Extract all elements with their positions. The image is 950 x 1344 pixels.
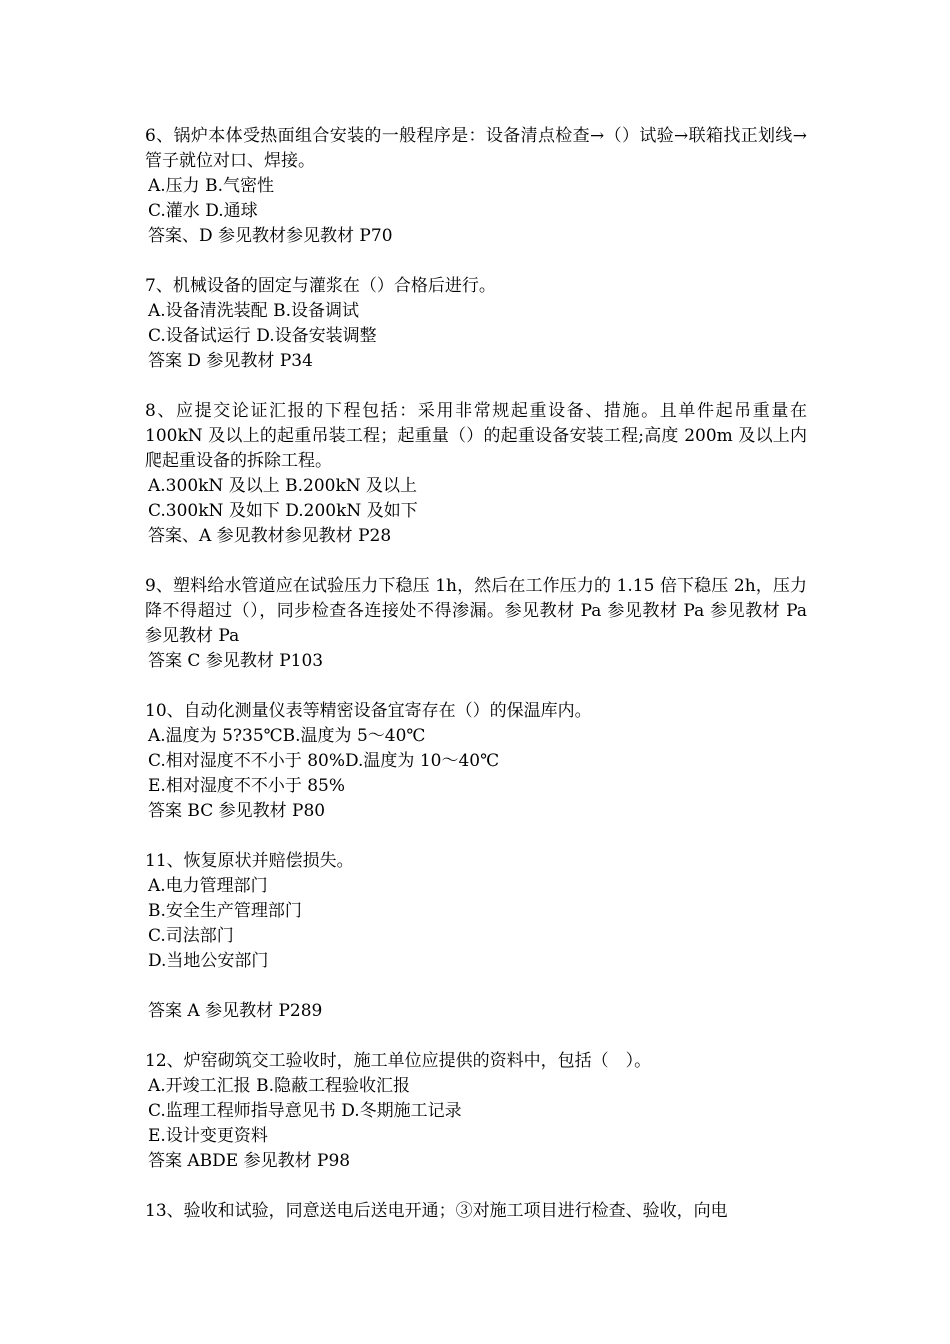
question-stem: 10、自动化测量仪表等精密设备宜寄存在（）的保温库内。 bbox=[145, 701, 592, 721]
answer-line: 答案 ABDE 参见教材 P98 bbox=[148, 1151, 351, 1171]
question-7 bbox=[145, 274, 807, 374]
option-line: D.当地公安部门 bbox=[148, 951, 269, 971]
question-13 bbox=[145, 1199, 807, 1224]
answer-line: 答案、D 参见教材参见教材 P70 bbox=[148, 226, 393, 246]
question-stem: 8、应提交论证汇报的下程包括：采用非常规起重设备、措施。且单件起吊重量在 100kN 及以上的起重吊装工程；起重量（）的起重设备安装工程;高度 200m 及以上内爬起重设备的拆除工程。 bbox=[145, 401, 807, 471]
question-stem: 11、恢复原状并赔偿损失。 bbox=[145, 851, 354, 871]
answer-line: 答案 C 参见教材 P103 bbox=[148, 651, 324, 671]
answer-line: 答案 A 参见教材 P289 bbox=[148, 1001, 323, 1021]
answer-line: 答案、A 参见教材参见教材 P28 bbox=[148, 526, 392, 546]
option-line: A.开竣工汇报 B.隐蔽工程验收汇报 bbox=[148, 1076, 410, 1096]
question-stem: 13、验收和试验，同意送电后送电开通；③对施工项目进行检查、验收，向电 bbox=[145, 1201, 728, 1221]
question-stem: 12、炉窑砌筑交工验收时，施工单位应提供的资料中，包括（ ）。 bbox=[145, 1051, 652, 1071]
question-stem: 9、塑料给水管道应在试验压力下稳压 1h，然后在工作压力的 1.15 倍下稳压 2h，压力降不得超过（），同步检查各连接处不得渗漏。参见教材 Pa 参见教材 Pa 参见教材 Pa 参见教材 Pa bbox=[145, 576, 807, 646]
question-11 bbox=[145, 849, 807, 1024]
option-line: A.电力管理部门 bbox=[148, 876, 268, 896]
question-8 bbox=[145, 399, 807, 549]
question-stem: 7、机械设备的固定与灌浆在（）合格后进行。 bbox=[145, 276, 496, 296]
answer-line: 答案 D 参见教材 P34 bbox=[148, 351, 313, 371]
option-line: E.相对湿度不不小于 85% bbox=[148, 776, 346, 796]
question-9 bbox=[145, 574, 807, 674]
answer-line: 答案 BC 参见教材 P80 bbox=[148, 801, 326, 821]
option-line: A.温度为 5?35℃B.温度为 5～40℃ bbox=[148, 726, 426, 746]
option-line: C.监理工程师指导意见书 D.冬期施工记录 bbox=[148, 1101, 462, 1121]
blank-line bbox=[145, 974, 807, 999]
question-12 bbox=[145, 1049, 807, 1174]
question-10 bbox=[145, 699, 807, 824]
option-line: A.设备清洗装配 B.设备调试 bbox=[148, 301, 359, 321]
option-line: A.压力 B.气密性 bbox=[148, 176, 274, 196]
option-line: B.安全生产管理部门 bbox=[148, 901, 302, 921]
option-line: E.设计变更资料 bbox=[148, 1126, 268, 1146]
option-line: C.相对湿度不不小于 80%D.温度为 10～40℃ bbox=[148, 751, 500, 771]
document-page bbox=[145, 124, 807, 1249]
option-line: C.司法部门 bbox=[148, 926, 234, 946]
option-line: A.300kN 及以上 B.200kN 及以上 bbox=[148, 476, 418, 496]
option-line: C.300kN 及如下 D.200kN 及如下 bbox=[148, 501, 418, 521]
question-6 bbox=[145, 124, 807, 249]
option-line: C.灌水 D.通球 bbox=[148, 201, 258, 221]
question-stem: 6、锅炉本体受热面组合安装的一般程序是：设备清点检查→（）试验→联箱找正划线→管子就位对口、焊接。 bbox=[145, 126, 807, 171]
option-line: C.设备试运行 D.设备安装调整 bbox=[148, 326, 377, 346]
